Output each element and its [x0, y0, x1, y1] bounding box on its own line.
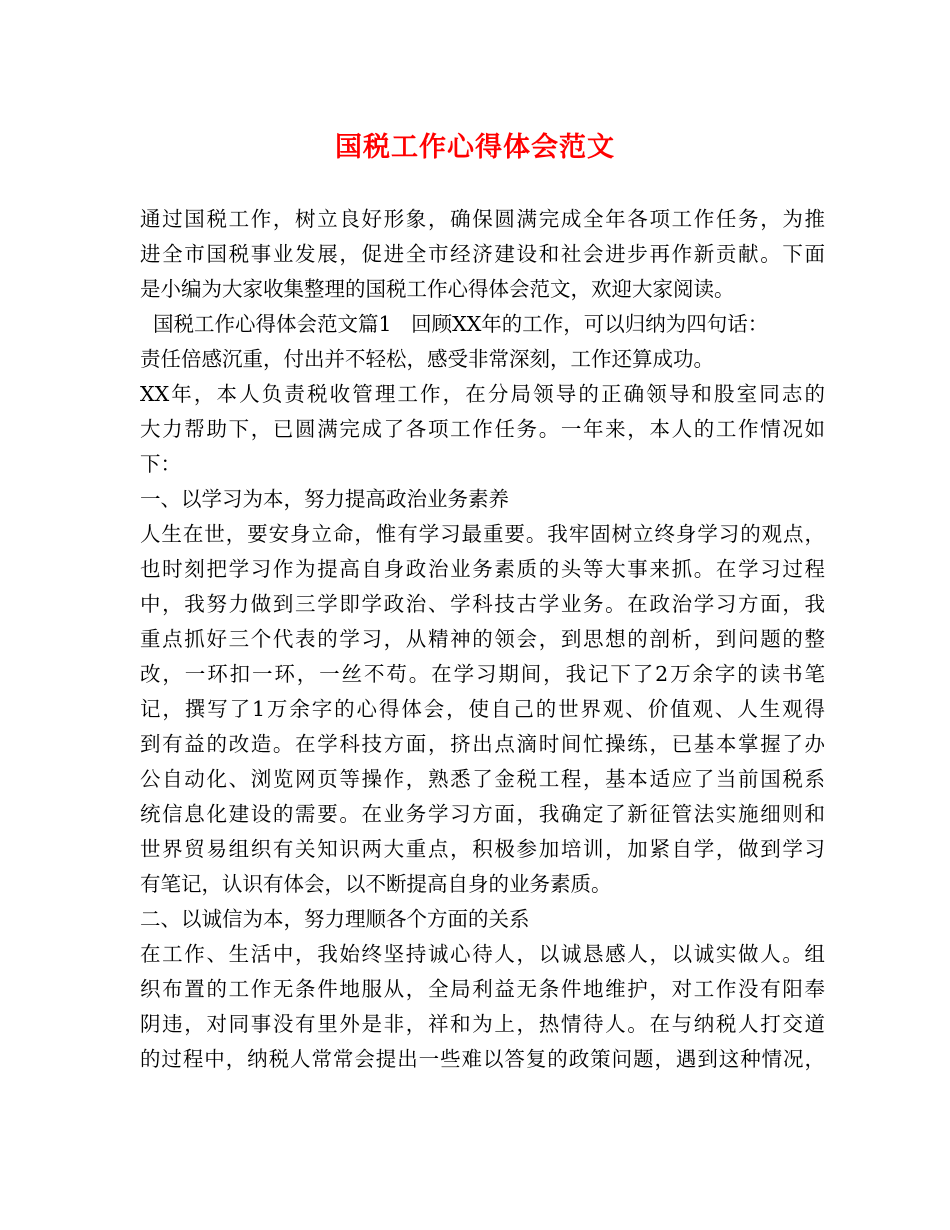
body-line: 通过国税工作，树立良好形象，确保圆满完成全年各项工作任务，为推	[140, 207, 825, 231]
body-line: 公自动化、浏览网页等操作，熟悉了金税工程，基本适应了当前国税系	[140, 767, 825, 791]
section-heading: 二、以诚信为本，努力理顺各个方面的关系	[140, 907, 530, 931]
body-line: 国税工作心得体会范文篇1 回顾XX年的工作，可以归纳为四句话：	[140, 312, 769, 336]
body-line: 重点抓好三个代表的学习，从精神的领会，到思想的剖析，到问题的整	[140, 627, 825, 651]
section-heading: 一、以学习为本，努力提高政治业务素养	[140, 487, 509, 511]
body-line: 中，我努力做到三学即学政治、学科技古学业务。在政治学习方面，我	[140, 592, 825, 616]
body-line: 改，一环扣一环，一丝不苟。在学习期间，我记下了2万余字的读书笔	[140, 662, 825, 686]
body-line: 记，撰写了1万余字的心得体会，使自己的世界观、价值观、人生观得	[140, 697, 825, 721]
body-line: 有笔记，认识有体会，以不断提高自身的业务素质。	[140, 872, 612, 896]
document-body	[140, 202, 825, 1077]
body-line: 阴违，对同事没有里外是非，祥和为上，热情待人。在与纳税人打交道	[140, 1012, 825, 1036]
body-line: 在工作、生活中，我始终坚持诚心待人，以诚恳感人，以诚实做人。组	[140, 942, 825, 966]
body-line: 世界贸易组织有关知识两大重点，积极参加培训，加紧自学，做到学习	[140, 837, 825, 861]
body-line: 统信息化建设的需要。在业务学习方面，我确定了新征管法实施细则和	[140, 802, 825, 826]
body-line: 的过程中，纳税人常常会提出一些难以答复的政策问题，遇到这种情况，	[140, 1047, 825, 1071]
body-line: 下：	[140, 452, 181, 476]
body-line: 是小编为大家收集整理的国税工作心得体会范文，欢迎大家阅读。	[140, 277, 735, 301]
body-line: 也时刻把学习作为提高自身政治业务素质的头等大事来抓。在学习过程	[140, 557, 825, 581]
body-line: 到有益的改造。在学科技方面，挤出点滴时间忙操练，已基本掌握了办	[140, 732, 825, 756]
body-line: 人生在世，要安身立命，惟有学习最重要。我牢固树立终身学习的观点，	[140, 522, 825, 546]
body-line: XX年，本人负责税收管理工作，在分局领导的正确领导和股室同志的	[140, 382, 825, 406]
body-line: 进全市国税事业发展，促进全市经济建设和社会进步再作新贡献。下面	[140, 242, 825, 266]
body-line: 责任倍感沉重，付出并不轻松，感受非常深刻，工作还算成功。	[140, 347, 714, 371]
body-line: 大力帮助下，已圆满完成了各项工作任务。一年来，本人的工作情况如	[140, 417, 825, 441]
document-title: 国税工作心得体会范文	[335, 132, 615, 163]
body-line: 织布置的工作无条件地服从，全局利益无条件地维护，对工作没有阳奉	[140, 977, 825, 1001]
